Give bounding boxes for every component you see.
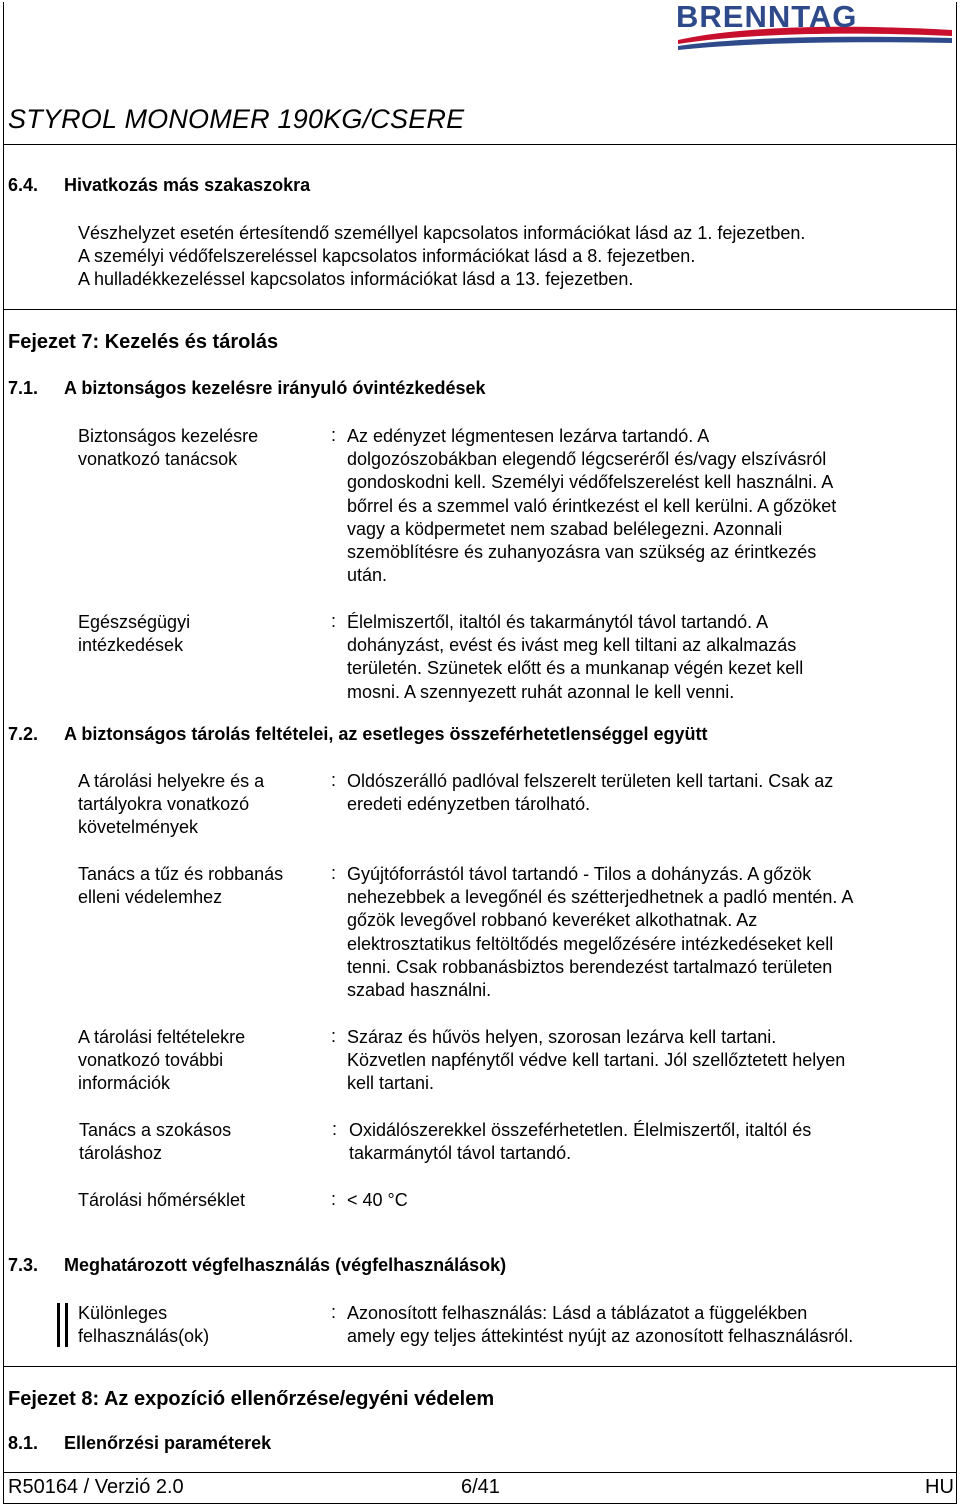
- section-title: Hivatkozás más szakaszokra: [64, 175, 311, 195]
- separator-colon: :: [331, 611, 337, 631]
- section-number: 8.1.: [8, 1433, 39, 1453]
- field-value: < 40 °C: [347, 1190, 408, 1210]
- revision-marker: [57, 1303, 71, 1347]
- separator-colon: :: [331, 1302, 337, 1322]
- section-number: 7.3.: [8, 1255, 39, 1275]
- section-6-4-text: [78, 222, 805, 292]
- field-label: A tárolási feltételekre vonatkozó további információk: [78, 1027, 246, 1094]
- field-label: Egészségügyi intézkedések: [78, 612, 191, 656]
- field-label: Tanács a szokásos tároláshoz: [79, 1120, 232, 1164]
- text-line: A személyi védőfelszereléssel kapcsolatos információkat lásd a 8. fejezetben.: [78, 246, 696, 267]
- section-divider: [4, 309, 956, 310]
- separator-colon: :: [331, 1189, 337, 1209]
- section-number: 7.2.: [8, 724, 39, 744]
- page-number: 6/41: [461, 1476, 500, 1498]
- field-value: Azonosított felhasználás: Lásd a táblázatot a függelékben amely egy teljes áttekintést nyújt az azonosított felhasználásról.: [347, 1303, 854, 1347]
- text-line: A hulladékkezeléssel kapcsolatos információkat lásd a 13. fejezetben.: [78, 269, 634, 290]
- field-label: Tanács a tűz és robbanás elleni védelemhez: [78, 864, 284, 908]
- separator-colon: :: [331, 863, 337, 883]
- footer-divider-bottom: [4, 1503, 956, 1504]
- field-label: Különleges felhasználás(ok): [78, 1303, 210, 1347]
- document-reference: R50164 / Verzió 2.0: [8, 1476, 184, 1498]
- field-value: Oldószerálló padlóval felszerelt területen kell tartani. Csak az eredeti edényzetben tárolható.: [347, 771, 834, 815]
- section-6-4-heading: [0, 175, 900, 197]
- section-title: A biztonságos kezelésre irányuló óvintézkedések: [64, 378, 486, 398]
- logo-text: BRENNTAG: [676, 0, 858, 34]
- field-value: Élelmiszertől, italtól és takarmánytól távol tartandó. A dohányzást, evést és ivást meg kell tiltani az alkalmazás területén. Szünetek előtt és a munkanap végén kezet kell mosni. A szennyezett ruhát azonnal le kell venni.: [347, 612, 804, 702]
- section-number: 6.4.: [8, 175, 39, 195]
- document-title: STYROL MONOMER 190KG/CSERE: [8, 104, 465, 134]
- language-code: HU: [925, 1476, 954, 1498]
- field-label: Biztonságos kezelésre vonatkozó tanácsok: [78, 426, 259, 470]
- section-title: A biztonságos tárolás feltételei, az esetleges összeférhetetlenséggel együtt: [64, 724, 708, 744]
- section-divider: [4, 1366, 956, 1367]
- chapter-7-title: Fejezet 7: Kezelés és tárolás: [8, 331, 279, 353]
- section-7-2-heading: [0, 724, 900, 746]
- field-value: Gyújtóforrástól távol tartandó - Tilos a dohányzás. A gőzök nehezebbek a levegőnél és szétterjedhetnek a padló mentén. A gőzök levegővel robbanó keveréket alkothatnak. Az elektrosztatikus feltöltődés megelőzésére intézkedéseket kell tenni. Csak robbanásbiztos berendezést tartalmazó területen szabad használni.: [347, 864, 854, 1001]
- separator-colon: :: [331, 1026, 337, 1046]
- section-number: 7.1.: [8, 378, 39, 398]
- section-7-1-heading: [0, 378, 900, 400]
- separator-colon: :: [331, 425, 337, 445]
- header-divider: [4, 144, 956, 145]
- separator-colon: :: [332, 1119, 338, 1139]
- field-value: Oxidálószerekkel összeférhetetlen. Élelmiszertől, italtól és takarmánytól távol tartandó.: [349, 1120, 812, 1164]
- separator-colon: :: [331, 770, 337, 790]
- field-value: Száraz és hűvös helyen, szorosan lezárva kell tartani. Közvetlen napfénytől védve kell tartani. Jól szellőztetett helyen kell tartani.: [347, 1027, 846, 1094]
- field-label: Tárolási hőmérséklet: [78, 1190, 246, 1210]
- chapter-8-title: Fejezet 8: Az expozíció ellenőrzése/egyéni védelem: [8, 1388, 495, 1410]
- section-title: Meghatározott végfelhasználás (végfelhasználások): [64, 1255, 507, 1275]
- section-title: Ellenőrzési paraméterek: [64, 1433, 272, 1453]
- field-label: A tárolási helyekre és a tartályokra vonatkozó követelmények: [78, 771, 265, 838]
- brenntag-logo: [672, 0, 956, 50]
- field-value: Az edényzet légmentesen lezárva tartandó. A dolgozószobákban elegendő légcseréről és/vagy elszívásról gondoskodni kell. Személyi védőfelszerelést kell használni. A bőrrel és a szemmel való érintkezést el kell kerülni. A gőzöket vagy a ködpermetet nem szabad belélegezni. Azonnali szemöblítésre és zuhanyozásra van szükség az érintkezés után.: [347, 426, 837, 586]
- footer-divider-top: [4, 1472, 956, 1473]
- text-line: Vészhelyzet esetén értesítendő személlyel kapcsolatos információkat lásd az 1. fejezetben.: [78, 223, 806, 243]
- section-8-1-heading: [0, 1433, 900, 1455]
- section-7-3-heading: [0, 1255, 900, 1277]
